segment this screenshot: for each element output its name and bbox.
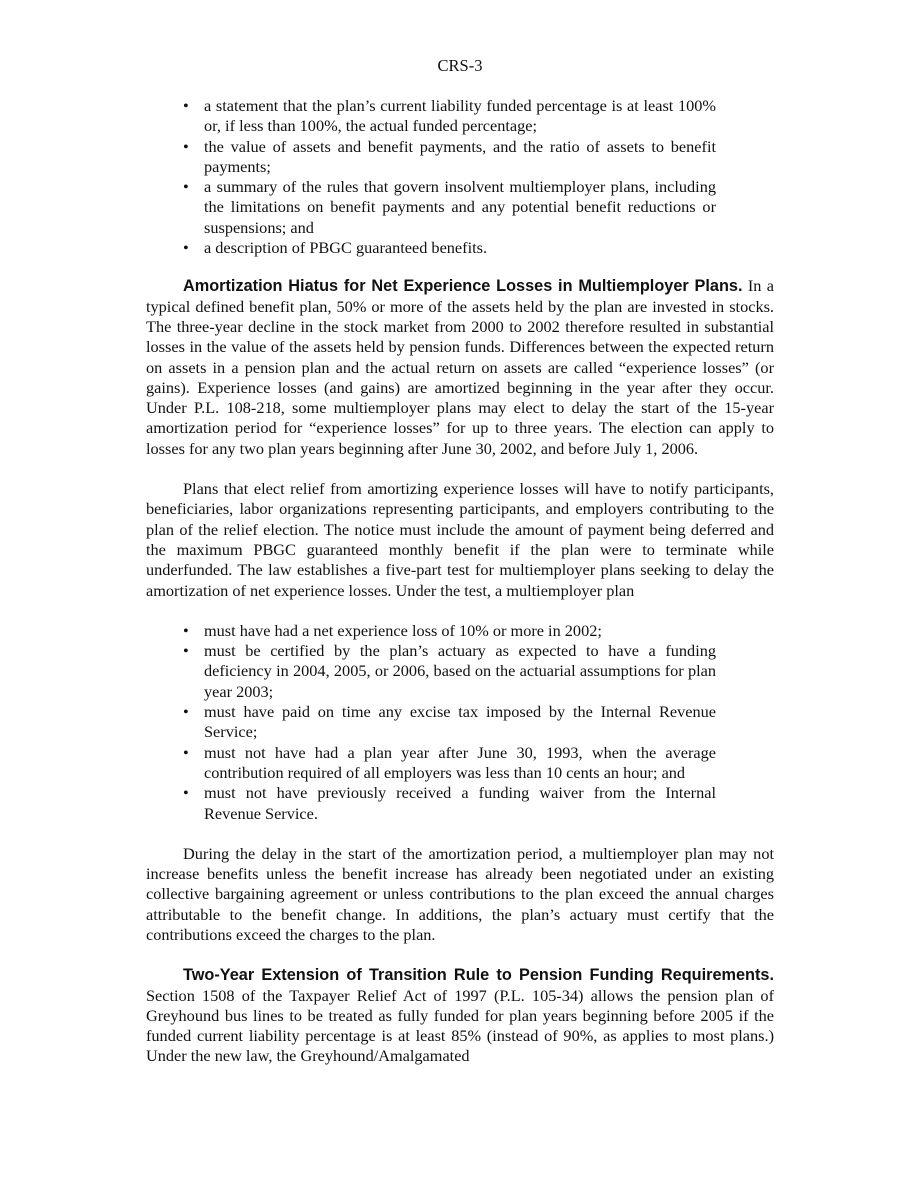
list-item-text: must have paid on time any excise tax imposed by the Internal Revenue Service; — [204, 702, 716, 742]
list-item — [146, 702, 716, 743]
bullet-icon: • — [183, 783, 189, 803]
paragraph-text: Section 1508 of the Taxpayer Relief Act of 1997 (P.L. 105-34) allows the pension plan of Greyhound bus lines to be treated as fully funded for plan years beginning before 2005 if the funded current liability percentage is at least 85% (instead of 90%, as applies to most plans.) Under the new law, the Greyhound/Amalgamated — [146, 985, 774, 1066]
list-item — [146, 641, 716, 702]
list-item-text: a statement that the plan’s current liability funded percentage is at least 100% or, if less than 100%, the actual funded percentage; — [204, 96, 716, 136]
list-item — [146, 238, 716, 258]
bullet-icon: • — [183, 641, 189, 661]
list-item — [146, 137, 716, 178]
list-item-text: must not have previously received a funding waiver from the Internal Revenue Service. — [204, 783, 716, 823]
section-heading: Amortization Hiatus for Net Experience Losses in Multiemployer Plans. — [183, 277, 743, 296]
list-item-text: a summary of the rules that govern insolvent multiemployer plans, including the limitations on benefit payments and any potential benefit reductions or suspensions; and — [204, 177, 716, 237]
list-item-text: a description of PBGC guaranteed benefits. — [204, 238, 488, 258]
bullet-icon: • — [183, 620, 189, 640]
paragraph: During the delay in the start of the amortization period, a multiemployer plan may not increase benefits unless the benefit increase has already been negotiated under an existing collective bargaining agreement or unless contributions to the plan exceed the annual charges attributable to the benefit change. In additions, the plan’s actuary must certify that the contributions exceed the charges to the plan. — [146, 843, 774, 944]
bullet-icon: • — [183, 177, 189, 197]
section-transition-rule-extension — [146, 965, 774, 1066]
bullet-icon: • — [183, 742, 189, 762]
list-item — [146, 783, 716, 824]
bullet-icon: • — [183, 238, 189, 258]
list-item — [146, 177, 716, 238]
bullet-icon: • — [183, 136, 189, 156]
paragraph-text: In a typical defined benefit plan, 50% or more of the assets held by the plan are invested in stocks. The three-year decline in the stock market from 2000 to 2002 therefore resulted in substantial losses in the value of the assets held by pension funds. Differences between the expected return on assets in a pension plan and the actual return on assets are called “experience losses” (or gains). Experience losses (and gains) are amortized beginning in the year after they occur. Under P.L. 108-218, some multiemployer plans may elect to delay the start of the 15-year amortization period for “experience losses” for up to three years. The election can apply to losses for any two plan years beginning after June 30, 2002, and before July 1, 2006. — [146, 276, 774, 458]
bullet-icon: • — [183, 96, 189, 115]
disclosure-list — [146, 96, 716, 258]
list-item — [146, 96, 716, 137]
document-body — [146, 96, 774, 1067]
list-item-text: the value of assets and benefit payments, and the ratio of assets to benefit payments; — [204, 136, 716, 176]
five-part-test-list — [146, 621, 716, 824]
section-amortization-hiatus — [146, 276, 774, 459]
list-item-text: must be certified by the plan’s actuary as expected to have a funding deficiency in 2004, 2005, or 2006, based on the actuarial assumptions for plan year 2003; — [204, 641, 716, 701]
list-item — [146, 743, 716, 784]
list-item-text: must not have had a plan year after June 30, 1993, when the average contribution required of all employers was less than 10 cents an hour; and — [204, 742, 716, 782]
bullet-icon: • — [183, 702, 189, 722]
page-number-header: CRS-3 — [437, 56, 483, 75]
list-item-text: must have had a net experience loss of 10% or more in 2002; — [204, 620, 602, 640]
list-item — [146, 621, 716, 641]
paragraph: Plans that elect relief from amortizing experience losses will have to notify participants, beneficiaries, labor organizations representing participants, and employers contributing to the plan of the relief election. The notice must include the amount of payment being deferred and the maximum PBGC guaranteed monthly benefit if the plan were to terminate while underfunded. The law establishes a five-part test for multiemployer plans seeking to delay the amortization of net experience losses. Under the test, a multiemployer plan — [146, 479, 774, 600]
section-heading: Two-Year Extension of Transition Rule to Pension Funding Requirements. — [183, 966, 774, 985]
